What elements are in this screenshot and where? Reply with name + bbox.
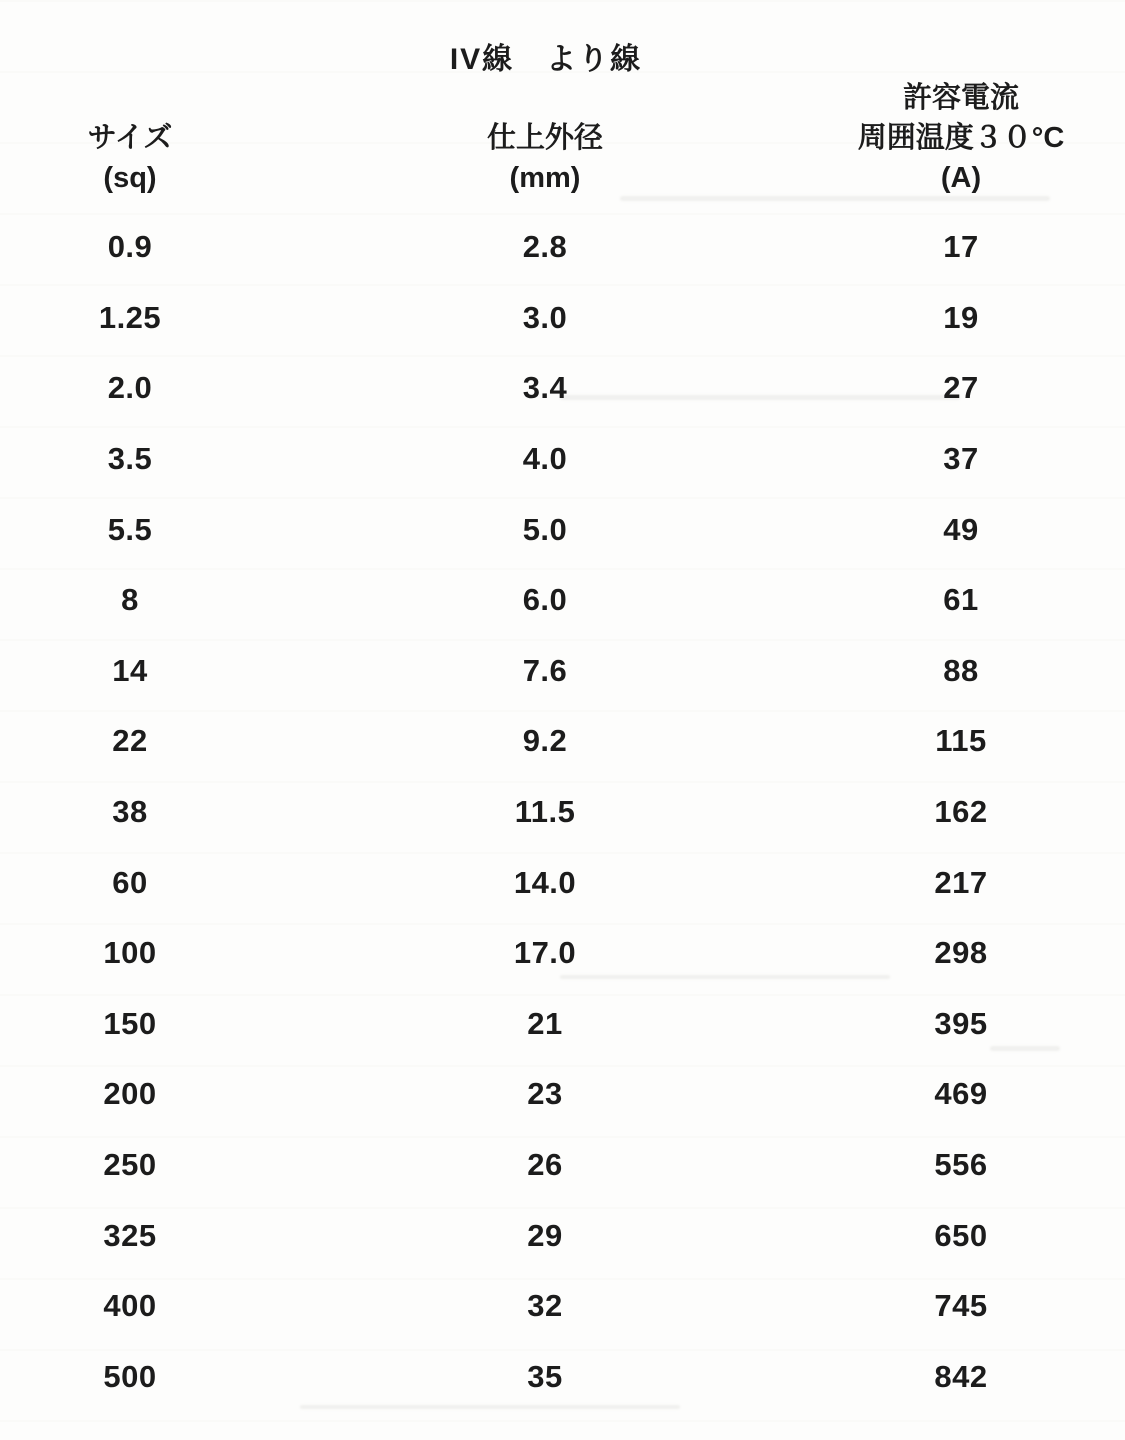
column-header-ambient-temp-label: 周囲温度３０°C	[857, 122, 1065, 154]
size-value: 22	[112, 723, 148, 759]
allowable-current-value: 650	[934, 1217, 988, 1253]
size-value: 8	[121, 582, 139, 618]
table-row	[0, 424, 1092, 495]
allowable-current-value: 37	[943, 441, 979, 477]
outer-diameter-value: 4.0	[522, 441, 568, 477]
table-row	[0, 1130, 1092, 1201]
outer-diameter-value: 32	[527, 1288, 563, 1324]
allowable-current-value: 61	[943, 582, 979, 618]
table-row	[0, 212, 1092, 283]
table-row	[0, 1200, 1092, 1271]
table-row	[0, 918, 1092, 989]
allowable-current-value: 88	[943, 652, 979, 688]
document-title: IV線 より線	[449, 43, 643, 76]
table-row	[0, 283, 1092, 354]
outer-diameter-value: 23	[527, 1076, 563, 1112]
allowable-current-value: 395	[934, 1005, 988, 1041]
column-header-allowable-current-unit: (A)	[940, 162, 982, 194]
table-row	[0, 565, 1092, 636]
outer-diameter-value: 11.5	[514, 794, 576, 830]
table-row	[0, 636, 1092, 707]
size-value: 400	[103, 1288, 157, 1324]
allowable-current-value: 217	[934, 864, 988, 900]
size-value: 5.5	[107, 511, 153, 547]
table-row	[0, 1342, 1092, 1413]
allowable-current-value: 49	[943, 511, 979, 547]
outer-diameter-value: 3.0	[522, 299, 568, 335]
table-body	[0, 212, 1092, 1412]
column-header-outer-diameter-unit: (mm)	[509, 162, 581, 194]
size-value: 2.0	[107, 370, 153, 406]
table-row	[0, 989, 1092, 1060]
size-value: 60	[112, 864, 148, 900]
table-row	[0, 353, 1092, 424]
allowable-current-value: 842	[934, 1358, 988, 1394]
column-header-allowable-current-label: 許容電流	[902, 82, 1019, 114]
size-value: 14	[112, 652, 148, 688]
table-row	[0, 706, 1092, 777]
allowable-current-value: 17	[943, 229, 979, 265]
column-header-allowable-current	[830, 78, 1092, 198]
allowable-current-value: 298	[934, 935, 988, 971]
size-value: 0.9	[107, 229, 153, 265]
outer-diameter-value: 17.0	[513, 935, 577, 971]
column-header-size	[0, 118, 260, 198]
table-row	[0, 1059, 1092, 1130]
allowable-current-value: 469	[934, 1076, 988, 1112]
size-value: 325	[103, 1217, 157, 1253]
outer-diameter-value: 6.0	[522, 582, 568, 618]
outer-diameter-value: 3.4	[522, 370, 568, 406]
allowable-current-value: 27	[943, 370, 979, 406]
table-row	[0, 777, 1092, 848]
allowable-current-value: 556	[934, 1147, 988, 1183]
size-value: 3.5	[107, 441, 153, 477]
outer-diameter-value: 35	[527, 1358, 563, 1394]
size-value: 500	[103, 1358, 157, 1394]
outer-diameter-value: 14.0	[513, 864, 577, 900]
outer-diameter-value: 21	[527, 1005, 563, 1041]
table-header	[0, 78, 1092, 198]
allowable-current-value: 162	[934, 794, 988, 830]
column-header-outer-diameter-label: 仕上外径	[486, 122, 603, 154]
allowable-current-value: 115	[935, 723, 987, 759]
outer-diameter-value: 5.0	[522, 511, 568, 547]
table-row	[0, 1271, 1092, 1342]
outer-diameter-value: 7.6	[522, 652, 568, 688]
column-header-size-unit: (sq)	[103, 162, 157, 194]
outer-diameter-value: 26	[527, 1147, 563, 1183]
size-value: 150	[103, 1005, 157, 1041]
size-value: 100	[103, 935, 157, 971]
table-row	[0, 494, 1092, 565]
allowable-current-value: 745	[934, 1288, 988, 1324]
size-value: 1.25	[98, 299, 162, 335]
size-value: 250	[103, 1147, 157, 1183]
outer-diameter-value: 29	[527, 1217, 563, 1253]
allowable-current-value: 19	[943, 299, 979, 335]
table-row	[0, 847, 1092, 918]
column-header-size-label: サイズ	[87, 122, 173, 154]
outer-diameter-value: 2.8	[522, 229, 568, 265]
outer-diameter-value: 9.2	[522, 723, 568, 759]
size-value: 38	[112, 794, 148, 830]
size-value: 200	[103, 1076, 157, 1112]
column-header-outer-diameter	[260, 118, 830, 198]
